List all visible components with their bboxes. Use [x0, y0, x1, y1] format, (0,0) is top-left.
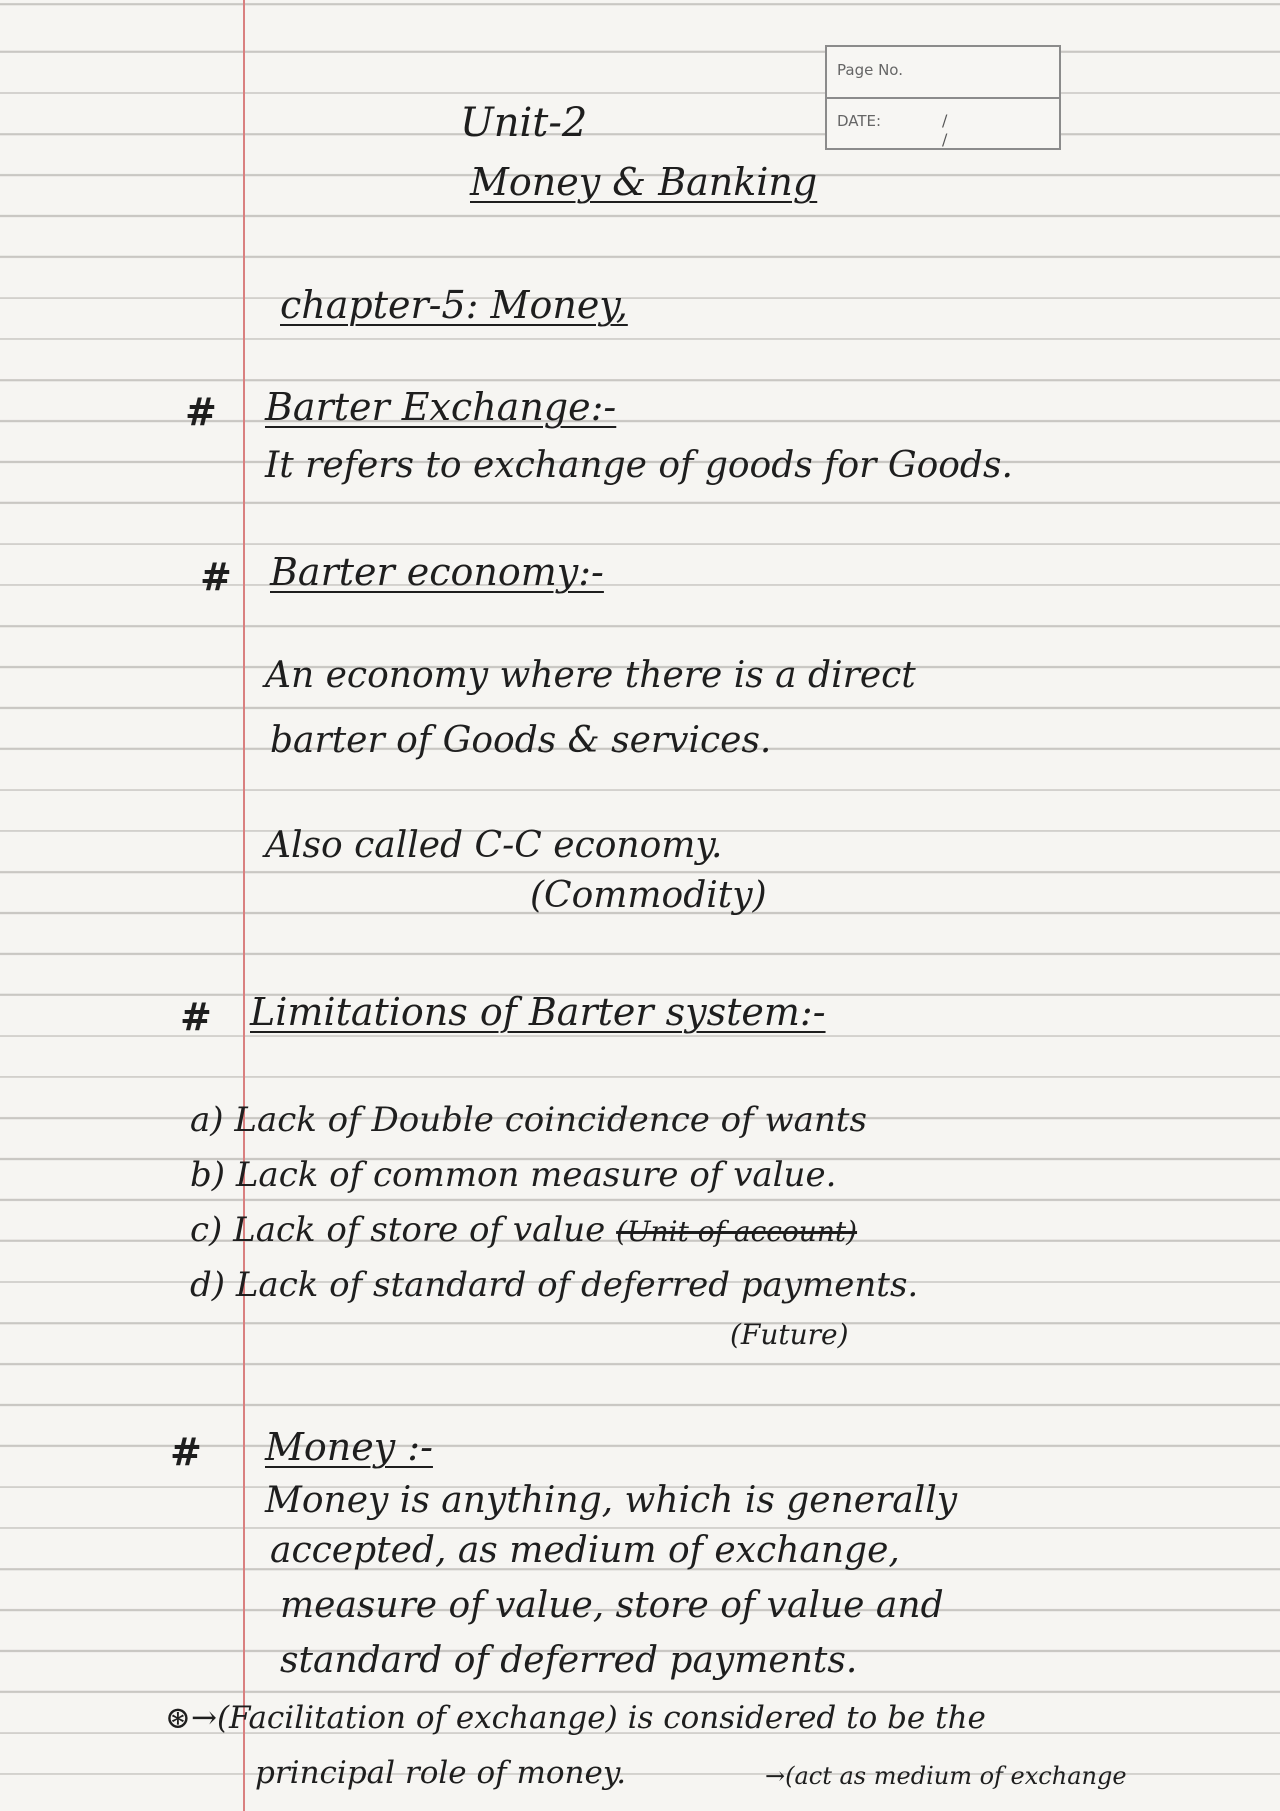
- barter-economy-line-1: An economy where there is a direct: [265, 655, 916, 696]
- page-number-box: [825, 45, 1061, 150]
- list-text: Lack of store of value: [233, 1210, 606, 1250]
- money-line-3: measure of value, store of value and: [280, 1585, 944, 1626]
- struck-text: (Unit of account): [616, 1215, 858, 1248]
- heading-barter-economy: Barter economy:-: [270, 550, 604, 594]
- money-line-2: accepted, as medium of exchange,: [270, 1530, 900, 1571]
- heading-limitations: Limitations of Barter system:-: [250, 990, 826, 1034]
- unit-subtitle: Money & Banking: [470, 160, 818, 204]
- hash-marker: #: [180, 995, 212, 1039]
- money-line-5: ⊛→(Facilitation of exchange) is considered to be the: [165, 1700, 986, 1736]
- money-line-6: principal role of money.: [255, 1755, 627, 1791]
- list-text: Lack of Double coincidence of wants: [234, 1100, 867, 1140]
- barter-economy-line-4: (Commodity): [530, 875, 767, 916]
- date-label: DATE:: [837, 112, 882, 130]
- date-slashes: / /: [942, 111, 998, 149]
- money-line-4: standard of deferred payments.: [280, 1640, 858, 1681]
- list-text: Lack of common measure of value.: [235, 1155, 837, 1195]
- future-note: (Future): [730, 1318, 849, 1351]
- list-marker: c): [190, 1210, 223, 1250]
- list-item: [190, 1100, 867, 1140]
- list-item: [190, 1210, 857, 1250]
- barter-economy-line-2: barter of Goods & services.: [270, 720, 772, 761]
- page-no-label: Page No.: [837, 61, 903, 79]
- heading-money: Money :-: [265, 1425, 433, 1469]
- money-line-1: Money is anything, which is generally: [265, 1480, 958, 1521]
- hash-marker: #: [170, 1430, 202, 1474]
- hash-marker: #: [185, 390, 217, 434]
- list-item: [190, 1265, 918, 1305]
- hash-marker: #: [200, 555, 232, 599]
- page-box-divider: [827, 97, 1059, 99]
- list-marker: b): [190, 1155, 226, 1195]
- barter-economy-line-3: Also called C-C economy.: [265, 825, 723, 866]
- barter-exchange-definition: It refers to exchange of goods for Goods.: [265, 445, 1013, 486]
- list-marker: d): [190, 1265, 226, 1305]
- margin-line: [243, 0, 245, 1811]
- list-marker: a): [190, 1100, 224, 1140]
- heading-barter-exchange: Barter Exchange:-: [265, 385, 617, 429]
- money-line-7: →(act as medium of exchange: [765, 1762, 1127, 1790]
- unit-title: Unit-2: [460, 100, 588, 146]
- list-text: Lack of standard of deferred payments.: [235, 1265, 919, 1305]
- chapter-title: chapter-5: Money,: [280, 283, 628, 327]
- list-item: [190, 1155, 836, 1195]
